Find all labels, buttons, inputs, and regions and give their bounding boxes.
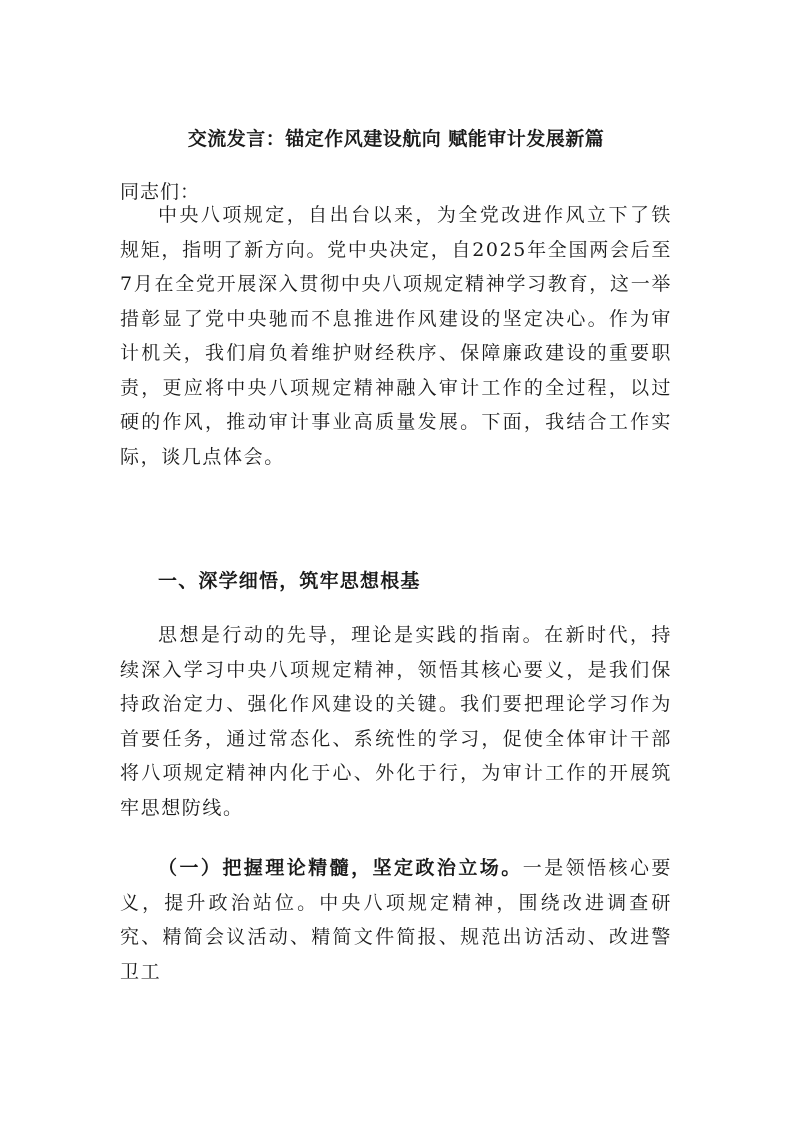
paragraph-intro: 中央八项规定，自出台以来，为全党改进作风立下了铁规矩，指明了新方向。党中央决定，自2025年全国两会后至7月在全党开展深入贯彻中央八项规定精神学习教育，这一举措彰显了党中央驰而不息推进作风建设的坚定决心。作为审计机关，我们肩负着维护财经秩序、保障廉政建设的重要职责，更应将中央八项规定精神融入审计工作的全过程，以过硬的作风，推动审计事业高质量发展。下面，我结合工作实际，谈几点体会。 — [120, 204, 672, 468]
paragraph-subsection-1 — [120, 851, 672, 989]
subsection-heading-1: （一）把握理论精髓，坚定政治立场。 — [158, 857, 523, 879]
subsection-1-body: 一是领悟核心要义，提升政治站位。中央八项规定精神，围绕改进调查研究、精简会议活动、精简文件简报、规范出访活动、改进警卫工 — [120, 857, 672, 983]
document-title: 交流发言：锚定作风建设航向 赋能审计发展新篇 — [187, 128, 605, 150]
paragraph-section-1: 思想是行动的先导，理论是实践的指南。在新时代，持续深入学习中央八项规定精神，领悟其核心要义，是我们保持政治定力、强化作风建设的关键。我们要把理论学习作为首要任务，通过常态化、系统性的学习，促使全体审计干部将八项规定精神内化于心、外化于行，为审计工作的开展筑牢思想防线。 — [120, 624, 672, 819]
section-heading-1: 一、深学细悟，筑牢思想根基 — [158, 570, 421, 592]
greeting: 同志们： — [120, 181, 201, 203]
